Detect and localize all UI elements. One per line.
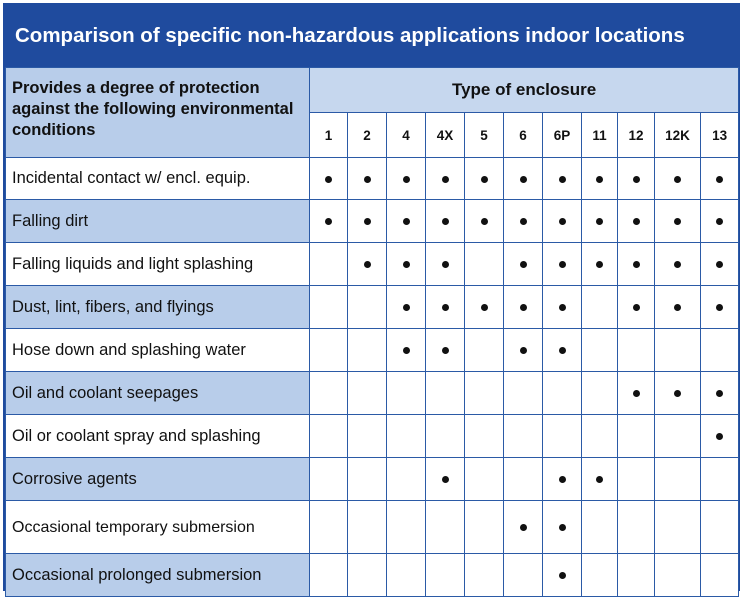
protection-cell: [618, 200, 655, 243]
protection-cell: [310, 329, 348, 372]
protection-cell: [310, 415, 348, 458]
table-row: [6, 329, 739, 372]
condition-label: Falling dirt: [6, 200, 310, 243]
bullet-dot-icon: [481, 218, 488, 225]
table-row: [6, 158, 739, 200]
condition-label: Hose down and splashing water: [6, 329, 310, 372]
protection-cell: [543, 286, 582, 329]
protection-cell: [465, 286, 504, 329]
protection-cell: [465, 329, 504, 372]
protection-cell: [504, 200, 543, 243]
protection-cell: [655, 329, 701, 372]
protection-cell: [701, 458, 739, 501]
bullet-dot-icon: [716, 218, 723, 225]
bullet-dot-icon: [403, 304, 410, 311]
condition-label: Occasional prolonged submersion: [6, 554, 310, 597]
protection-cell: [348, 372, 387, 415]
protection-cell: [618, 372, 655, 415]
protection-cell: [426, 554, 465, 597]
bullet-dot-icon: [520, 261, 527, 268]
protection-cell: [582, 329, 618, 372]
protection-cell: [348, 243, 387, 286]
protection-cell: [504, 501, 543, 554]
protection-cell: [618, 415, 655, 458]
protection-cell: [310, 286, 348, 329]
bullet-dot-icon: [520, 304, 527, 311]
bullet-dot-icon: [520, 176, 527, 183]
protection-cell: [426, 286, 465, 329]
bullet-dot-icon: [403, 347, 410, 354]
protection-cell: [618, 286, 655, 329]
protection-cell: [465, 554, 504, 597]
bullet-dot-icon: [442, 218, 449, 225]
protection-cell: [543, 415, 582, 458]
bullet-dot-icon: [520, 347, 527, 354]
protection-cell: [504, 458, 543, 501]
protection-cell: [310, 372, 348, 415]
protection-cell: [310, 458, 348, 501]
protection-cell: [655, 158, 701, 200]
bullet-dot-icon: [716, 390, 723, 397]
bullet-dot-icon: [325, 218, 332, 225]
protection-cell: [387, 554, 426, 597]
table-row: [6, 554, 739, 597]
bullet-dot-icon: [559, 176, 566, 183]
bullet-dot-icon: [559, 347, 566, 354]
bullet-dot-icon: [716, 433, 723, 440]
comparison-table-frame: [3, 3, 740, 591]
conditions-column-header: Provides a degree of protection against the following environmental conditions: [6, 68, 310, 158]
protection-cell: [582, 415, 618, 458]
enclosure-type-column-header: 12K: [655, 113, 701, 158]
protection-cell: [387, 243, 426, 286]
bullet-dot-icon: [325, 176, 332, 183]
bullet-dot-icon: [674, 304, 681, 311]
bullet-dot-icon: [559, 261, 566, 268]
protection-cell: [618, 243, 655, 286]
table-row: [6, 286, 739, 329]
bullet-dot-icon: [716, 304, 723, 311]
protection-cell: [426, 415, 465, 458]
table-row: [6, 243, 739, 286]
protection-cell: [582, 200, 618, 243]
protection-cell: [543, 458, 582, 501]
protection-cell: [387, 200, 426, 243]
protection-cell: [465, 158, 504, 200]
condition-label: Oil or coolant spray and splashing: [6, 415, 310, 458]
bullet-dot-icon: [403, 261, 410, 268]
bullet-dot-icon: [633, 176, 640, 183]
protection-cell: [387, 372, 426, 415]
bullet-dot-icon: [442, 347, 449, 354]
protection-cell: [543, 501, 582, 554]
protection-cell: [543, 200, 582, 243]
protection-cell: [348, 501, 387, 554]
protection-cell: [348, 158, 387, 200]
protection-cell: [618, 501, 655, 554]
protection-cell: [387, 458, 426, 501]
protection-cell: [582, 286, 618, 329]
condition-label: Dust, lint, fibers, and flyings: [6, 286, 310, 329]
bullet-dot-icon: [403, 218, 410, 225]
protection-cell: [701, 243, 739, 286]
bullet-dot-icon: [633, 390, 640, 397]
table-row: [6, 415, 739, 458]
protection-cell: [701, 286, 739, 329]
enclosure-type-column-header: 12: [618, 113, 655, 158]
bullet-dot-icon: [559, 304, 566, 311]
bullet-dot-icon: [364, 176, 371, 183]
enclosure-type-column-header: 13: [701, 113, 739, 158]
protection-cell: [701, 329, 739, 372]
protection-cell: [543, 158, 582, 200]
protection-cell: [655, 286, 701, 329]
condition-label: Occasional temporary submersion: [6, 501, 310, 554]
bullet-dot-icon: [442, 261, 449, 268]
protection-cell: [310, 158, 348, 200]
bullet-dot-icon: [633, 261, 640, 268]
protection-cell: [348, 329, 387, 372]
protection-cell: [543, 372, 582, 415]
protection-cell: [504, 372, 543, 415]
table-row: [6, 372, 739, 415]
protection-cell: [504, 286, 543, 329]
bullet-dot-icon: [481, 304, 488, 311]
bullet-dot-icon: [559, 572, 566, 579]
enclosure-type-column-header: 1: [310, 113, 348, 158]
bullet-dot-icon: [633, 304, 640, 311]
enclosure-type-column-header: 5: [465, 113, 504, 158]
bullet-dot-icon: [481, 176, 488, 183]
protection-cell: [465, 415, 504, 458]
bullet-dot-icon: [596, 261, 603, 268]
bullet-dot-icon: [674, 261, 681, 268]
protection-cell: [426, 158, 465, 200]
bullet-dot-icon: [596, 176, 603, 183]
bullet-dot-icon: [633, 218, 640, 225]
bullet-dot-icon: [364, 218, 371, 225]
condition-label: Corrosive agents: [6, 458, 310, 501]
protection-cell: [618, 458, 655, 501]
protection-cell: [618, 158, 655, 200]
protection-cell: [426, 458, 465, 501]
table-row: [6, 501, 739, 554]
protection-cell: [348, 554, 387, 597]
enclosure-type-column-header: 11: [582, 113, 618, 158]
protection-cell: [465, 501, 504, 554]
table-title: Comparison of specific non-hazardous applications indoor locations: [5, 5, 738, 67]
bullet-dot-icon: [596, 218, 603, 225]
protection-cell: [582, 372, 618, 415]
protection-cell: [582, 501, 618, 554]
protection-cell: [426, 372, 465, 415]
bullet-dot-icon: [674, 176, 681, 183]
bullet-dot-icon: [559, 524, 566, 531]
bullet-dot-icon: [596, 476, 603, 483]
protection-cell: [387, 286, 426, 329]
protection-cell: [701, 415, 739, 458]
protection-cell: [655, 554, 701, 597]
table-row: [6, 200, 739, 243]
protection-cell: [426, 243, 465, 286]
protection-cell: [310, 554, 348, 597]
bullet-dot-icon: [442, 176, 449, 183]
protection-cell: [655, 501, 701, 554]
table-row: [6, 458, 739, 501]
protection-cell: [543, 243, 582, 286]
protection-cell: [504, 158, 543, 200]
protection-cell: [387, 158, 426, 200]
enclosure-type-column-header: 4: [387, 113, 426, 158]
bullet-dot-icon: [520, 524, 527, 531]
protection-cell: [504, 554, 543, 597]
protection-cell: [426, 329, 465, 372]
bullet-dot-icon: [403, 176, 410, 183]
bullet-dot-icon: [674, 218, 681, 225]
enclosure-type-column-header: 6: [504, 113, 543, 158]
protection-cell: [701, 158, 739, 200]
protection-cell: [310, 200, 348, 243]
bullet-dot-icon: [559, 476, 566, 483]
protection-cell: [426, 200, 465, 243]
protection-cell: [465, 200, 504, 243]
protection-cell: [504, 415, 543, 458]
condition-label: Oil and coolant seepages: [6, 372, 310, 415]
protection-cell: [465, 372, 504, 415]
protection-cell: [618, 329, 655, 372]
protection-cell: [655, 458, 701, 501]
protection-cell: [655, 243, 701, 286]
protection-cell: [701, 372, 739, 415]
protection-cell: [310, 501, 348, 554]
protection-cell: [618, 554, 655, 597]
protection-cell: [655, 415, 701, 458]
bullet-dot-icon: [520, 218, 527, 225]
protection-cell: [504, 329, 543, 372]
protection-cell: [387, 329, 426, 372]
protection-cell: [701, 501, 739, 554]
enclosure-type-header: Type of enclosure: [310, 68, 739, 113]
protection-cell: [504, 243, 543, 286]
enclosure-type-column-header: 4X: [426, 113, 465, 158]
protection-cell: [582, 458, 618, 501]
bullet-dot-icon: [559, 218, 566, 225]
protection-cell: [387, 501, 426, 554]
bullet-dot-icon: [716, 176, 723, 183]
bullet-dot-icon: [674, 390, 681, 397]
protection-cell: [543, 554, 582, 597]
protection-cell: [310, 243, 348, 286]
protection-cell: [348, 458, 387, 501]
protection-cell: [582, 243, 618, 286]
bullet-dot-icon: [442, 476, 449, 483]
condition-label: Falling liquids and light splashing: [6, 243, 310, 286]
protection-cell: [543, 329, 582, 372]
enclosure-type-column-header: 2: [348, 113, 387, 158]
protection-cell: [465, 243, 504, 286]
bullet-dot-icon: [716, 261, 723, 268]
protection-cell: [655, 200, 701, 243]
protection-cell: [701, 554, 739, 597]
bullet-dot-icon: [364, 261, 371, 268]
protection-cell: [655, 372, 701, 415]
enclosure-type-column-header: 6P: [543, 113, 582, 158]
bullet-dot-icon: [442, 304, 449, 311]
protection-cell: [348, 415, 387, 458]
protection-cell: [582, 158, 618, 200]
protection-cell: [582, 554, 618, 597]
protection-cell: [465, 458, 504, 501]
protection-cell: [387, 415, 426, 458]
protection-cell: [426, 501, 465, 554]
condition-label: Incidental contact w/ encl. equip.: [6, 158, 310, 200]
enclosure-comparison-table: [5, 67, 739, 597]
protection-cell: [348, 286, 387, 329]
protection-cell: [701, 200, 739, 243]
protection-cell: [348, 200, 387, 243]
